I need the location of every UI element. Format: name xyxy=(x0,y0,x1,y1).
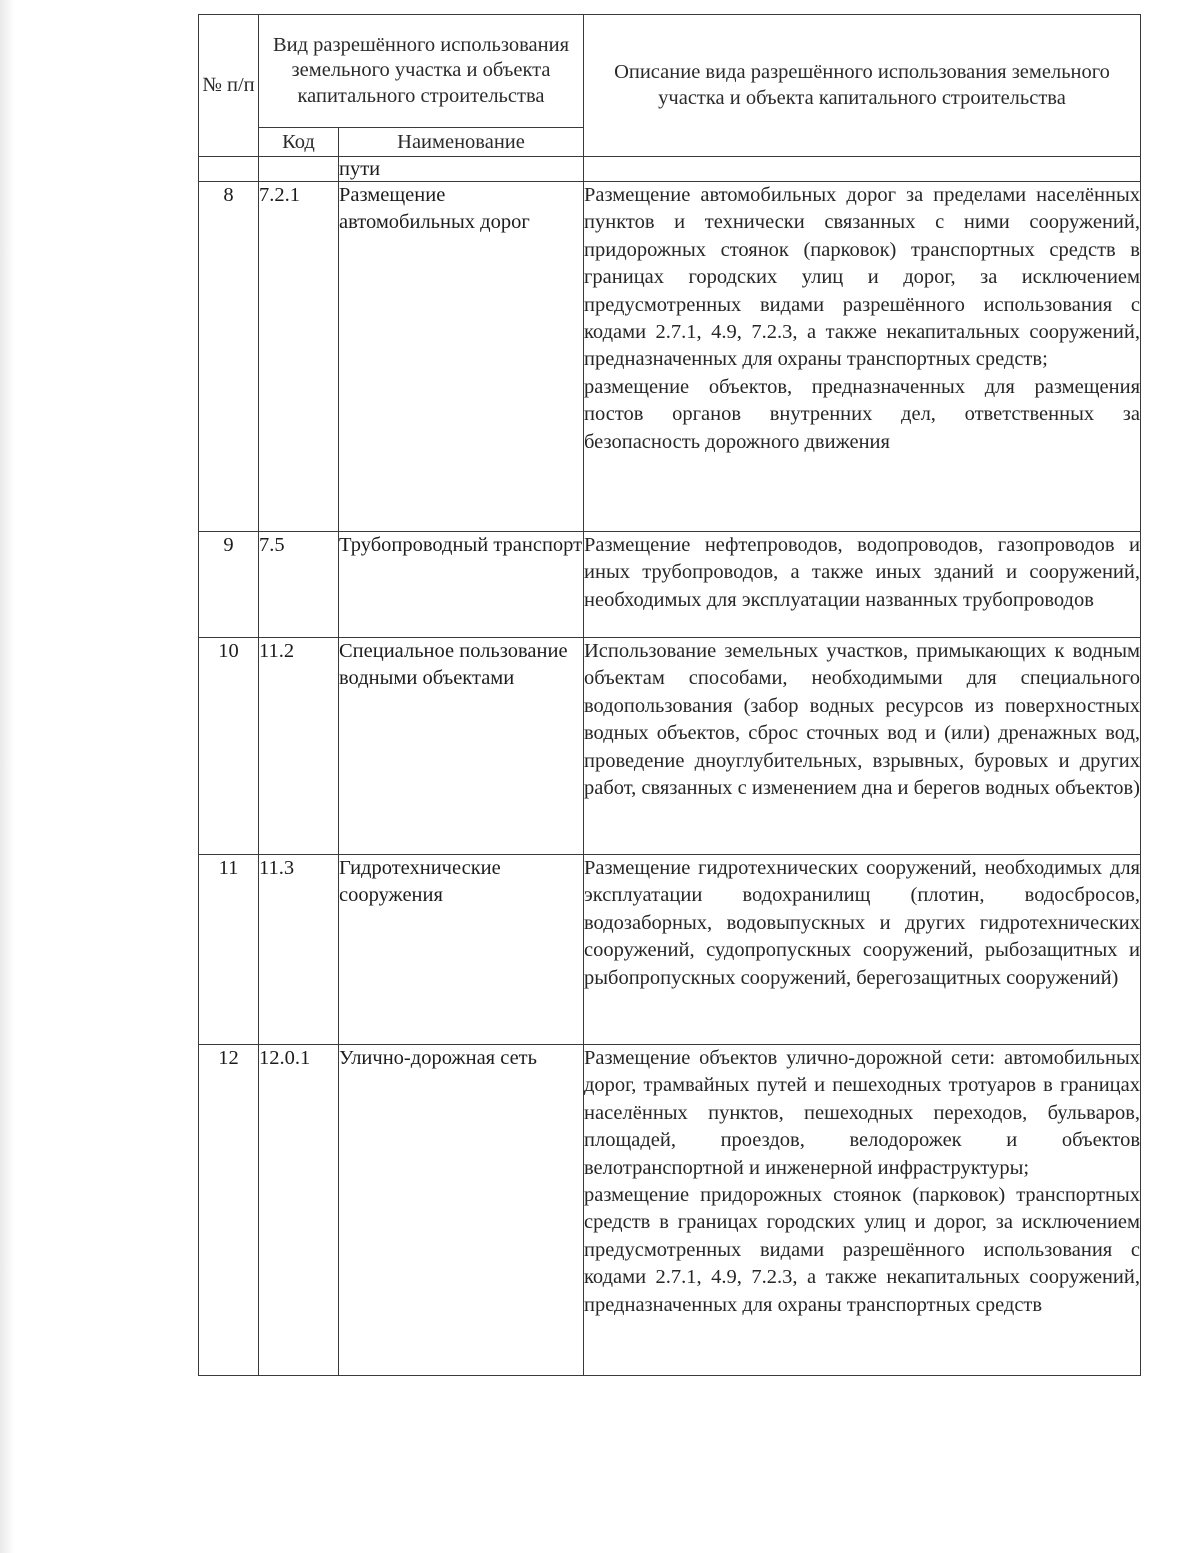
header-description: Описание вида разрешённого использования земельного участка и объекта капитального строительства xyxy=(584,15,1141,157)
row-number: 11 xyxy=(199,855,259,1045)
description-paragraph: Размещение нефтепроводов, водопроводов, газопроводов и иных трубопроводов, а также иных зданий и сооружений, необходимых для эксплуатации названных трубопроводов xyxy=(584,534,1140,611)
row-name: Специальное пользование водными объектами xyxy=(339,638,584,855)
land-use-table xyxy=(198,14,1141,1376)
table-row xyxy=(199,855,1141,1045)
row-description xyxy=(584,855,1141,1045)
continuation-row xyxy=(199,157,1141,182)
description-paragraph: размещение объектов, предназначенных для размещения постов органов внутренних дел, ответственных за безопасность дорожного движения xyxy=(584,375,1140,453)
description-paragraph: Размещение объектов улично-дорожной сети: автомобильных дорог, трамвайных путей и пешеходных тротуаров в границах населённых пунктов, пешеходных переходов, бульваров, площадей, проездов, велодорожек и объектов велотранспортной и инженерной инфраструктуры; xyxy=(584,1047,1140,1179)
table-body xyxy=(199,157,1141,1376)
table-row xyxy=(199,1045,1141,1376)
header-vid: Вид разрешённого использования земельного участка и объекта капитального строительства xyxy=(259,15,584,128)
row-number: 10 xyxy=(199,638,259,855)
table-row xyxy=(199,182,1141,532)
table-row xyxy=(199,532,1141,638)
header-name: Наименование xyxy=(339,128,584,157)
row-code: 12.0.1 xyxy=(259,1045,339,1376)
row-description xyxy=(584,638,1141,855)
row-description xyxy=(584,1045,1141,1376)
row-number: 8 xyxy=(199,182,259,532)
row-number: 9 xyxy=(199,532,259,638)
row-number: 12 xyxy=(199,1045,259,1376)
row-description xyxy=(584,182,1141,532)
table-row xyxy=(199,638,1141,855)
row-name: Улично-дорожная сеть xyxy=(339,1045,584,1376)
row-code: 11.3 xyxy=(259,855,339,1045)
description-paragraph: размещение придорожных стоянок (парковок) транспортных средств в границах городских улиц и дорог, за исключением предусмотренных видами разрешённого использования с кодами 2.7.1, 4.9, 7.2.3, а также некапитальных сооружений, предназначенных для охраны транспортных средств xyxy=(584,1184,1140,1316)
scan-edge-shadow xyxy=(0,0,14,1553)
continuation-number-cell xyxy=(199,157,259,182)
continuation-description-cell xyxy=(584,157,1141,182)
row-name: Трубопроводный транспорт xyxy=(339,532,584,638)
row-name: Размещение автомобильных дорог xyxy=(339,182,584,532)
description-paragraph: Размещение гидротехнических сооружений, необходимых для эксплуатации водохранилищ (плотин, водосбросов, водозаборных, водовыпускных и других гидротехнических сооружений, судопропускных сооружений, рыбозащитных и рыбопропускных сооружений, берегозащитных сооружений) xyxy=(584,857,1140,989)
header-code: Код xyxy=(259,128,339,157)
row-name: Гидротехнические сооружения xyxy=(339,855,584,1045)
description-paragraph: Использование земельных участков, примыкающих к водным объектам способами, необходимыми для специального водопользования (забор водных ресурсов из поверхностных водных объектов, сброс сточных вод и (или) дренажных вод, проведение дноуглубительных, взрывных, буровых и других работ, связанных с изменением дна и берегов водных объектов) xyxy=(584,640,1140,800)
row-description xyxy=(584,532,1141,638)
row-code: 7.2.1 xyxy=(259,182,339,532)
continuation-name: пути xyxy=(339,157,584,182)
description-paragraph: Размещение автомобильных дорог за пределами населённых пунктов и технически связанных с ними сооружений, придорожных стоянок (парковок) транспортных средств в границах городских улиц и дорог, за исключением предусмотренных видами разрешённого использования с кодами 2.7.1, 4.9, 7.2.3, а также некапитальных сооружений, предназначенных для охраны транспортных средств; xyxy=(584,184,1140,371)
continuation-code-cell xyxy=(259,157,339,182)
row-code: 7.5 xyxy=(259,532,339,638)
header-number: № п/п xyxy=(199,15,259,157)
row-code: 11.2 xyxy=(259,638,339,855)
